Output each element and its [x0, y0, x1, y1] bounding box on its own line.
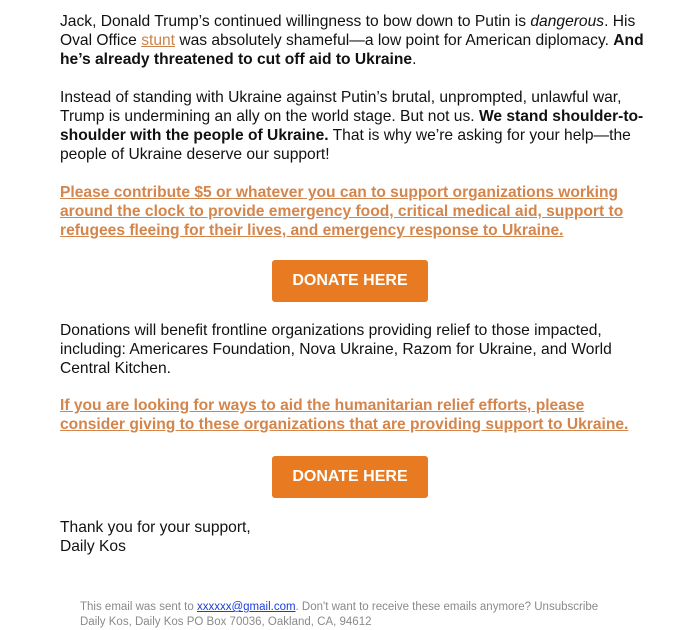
donate-button-1[interactable]: DONATE HERE	[272, 260, 428, 302]
paragraph-beneficiaries: Donations will benefit frontline organizations providing relief to those impacted, including: Americares Foundation, Nova Ukraine, Razom for Ukraine, and World Central Kitchen.	[60, 322, 612, 377]
signoff: Thank you for your support,	[60, 519, 251, 536]
paragraph-intro	[60, 12, 650, 69]
intro-text-3: was absolutely shameful—a low point for American diplomacy.	[175, 32, 614, 49]
footer-unsubscribe[interactable]: . Don't want to receive these emails anymore? Unsubscribe	[295, 601, 599, 613]
signature: Daily Kos	[60, 538, 126, 555]
intro-emphasis: dangerous	[530, 13, 605, 30]
footer-sent-to: This email was sent to	[80, 601, 197, 613]
contribute-link[interactable]: Please contribute $5 or whatever you can to support organizations working around the clock to provide emergency food, critical medical aid, support to refugees fleeing for their lives, and emergency response to Ukraine.	[60, 184, 624, 239]
paragraph-stance	[60, 88, 650, 164]
intro-text-2: . His Oval Office	[60, 13, 636, 49]
stance-text-2: That is why we’re asking for your help—the people of Ukraine deserve our support!	[60, 127, 631, 163]
stance-bold: We stand shoulder-to-shoulder with the people of Ukraine.	[60, 108, 644, 144]
donate-button-2[interactable]: DONATE HERE	[272, 456, 428, 498]
footer-email-link[interactable]: xxxxxx@gmail.com	[196, 601, 296, 613]
relief-efforts-link[interactable]: If you are looking for ways to aid the humanitarian relief efforts, please consider giving to these organizations that are providing support to Ukraine.	[60, 397, 629, 433]
intro-bold: And he’s already threatened to cut off aid to Ukraine	[60, 32, 644, 68]
intro-text: Jack, Donald Trump’s continued willingness to bow down to Putin is	[60, 13, 531, 30]
stunt-link[interactable]: stunt	[141, 32, 175, 49]
email-body	[60, 12, 650, 556]
donate-button-wrap-2	[60, 456, 640, 498]
intro-text-4: .	[412, 51, 417, 68]
footer-address: Daily Kos, Daily Kos PO Box 70036, Oakland, CA, 94612	[80, 616, 372, 628]
stance-text: Instead of standing with Ukraine against Putin’s brutal, unprompted, unlawful war, Trump is undermining an ally on the world stage. But not us.	[60, 89, 622, 125]
footer-notice	[80, 600, 680, 615]
donate-button-wrap-1	[60, 260, 640, 302]
